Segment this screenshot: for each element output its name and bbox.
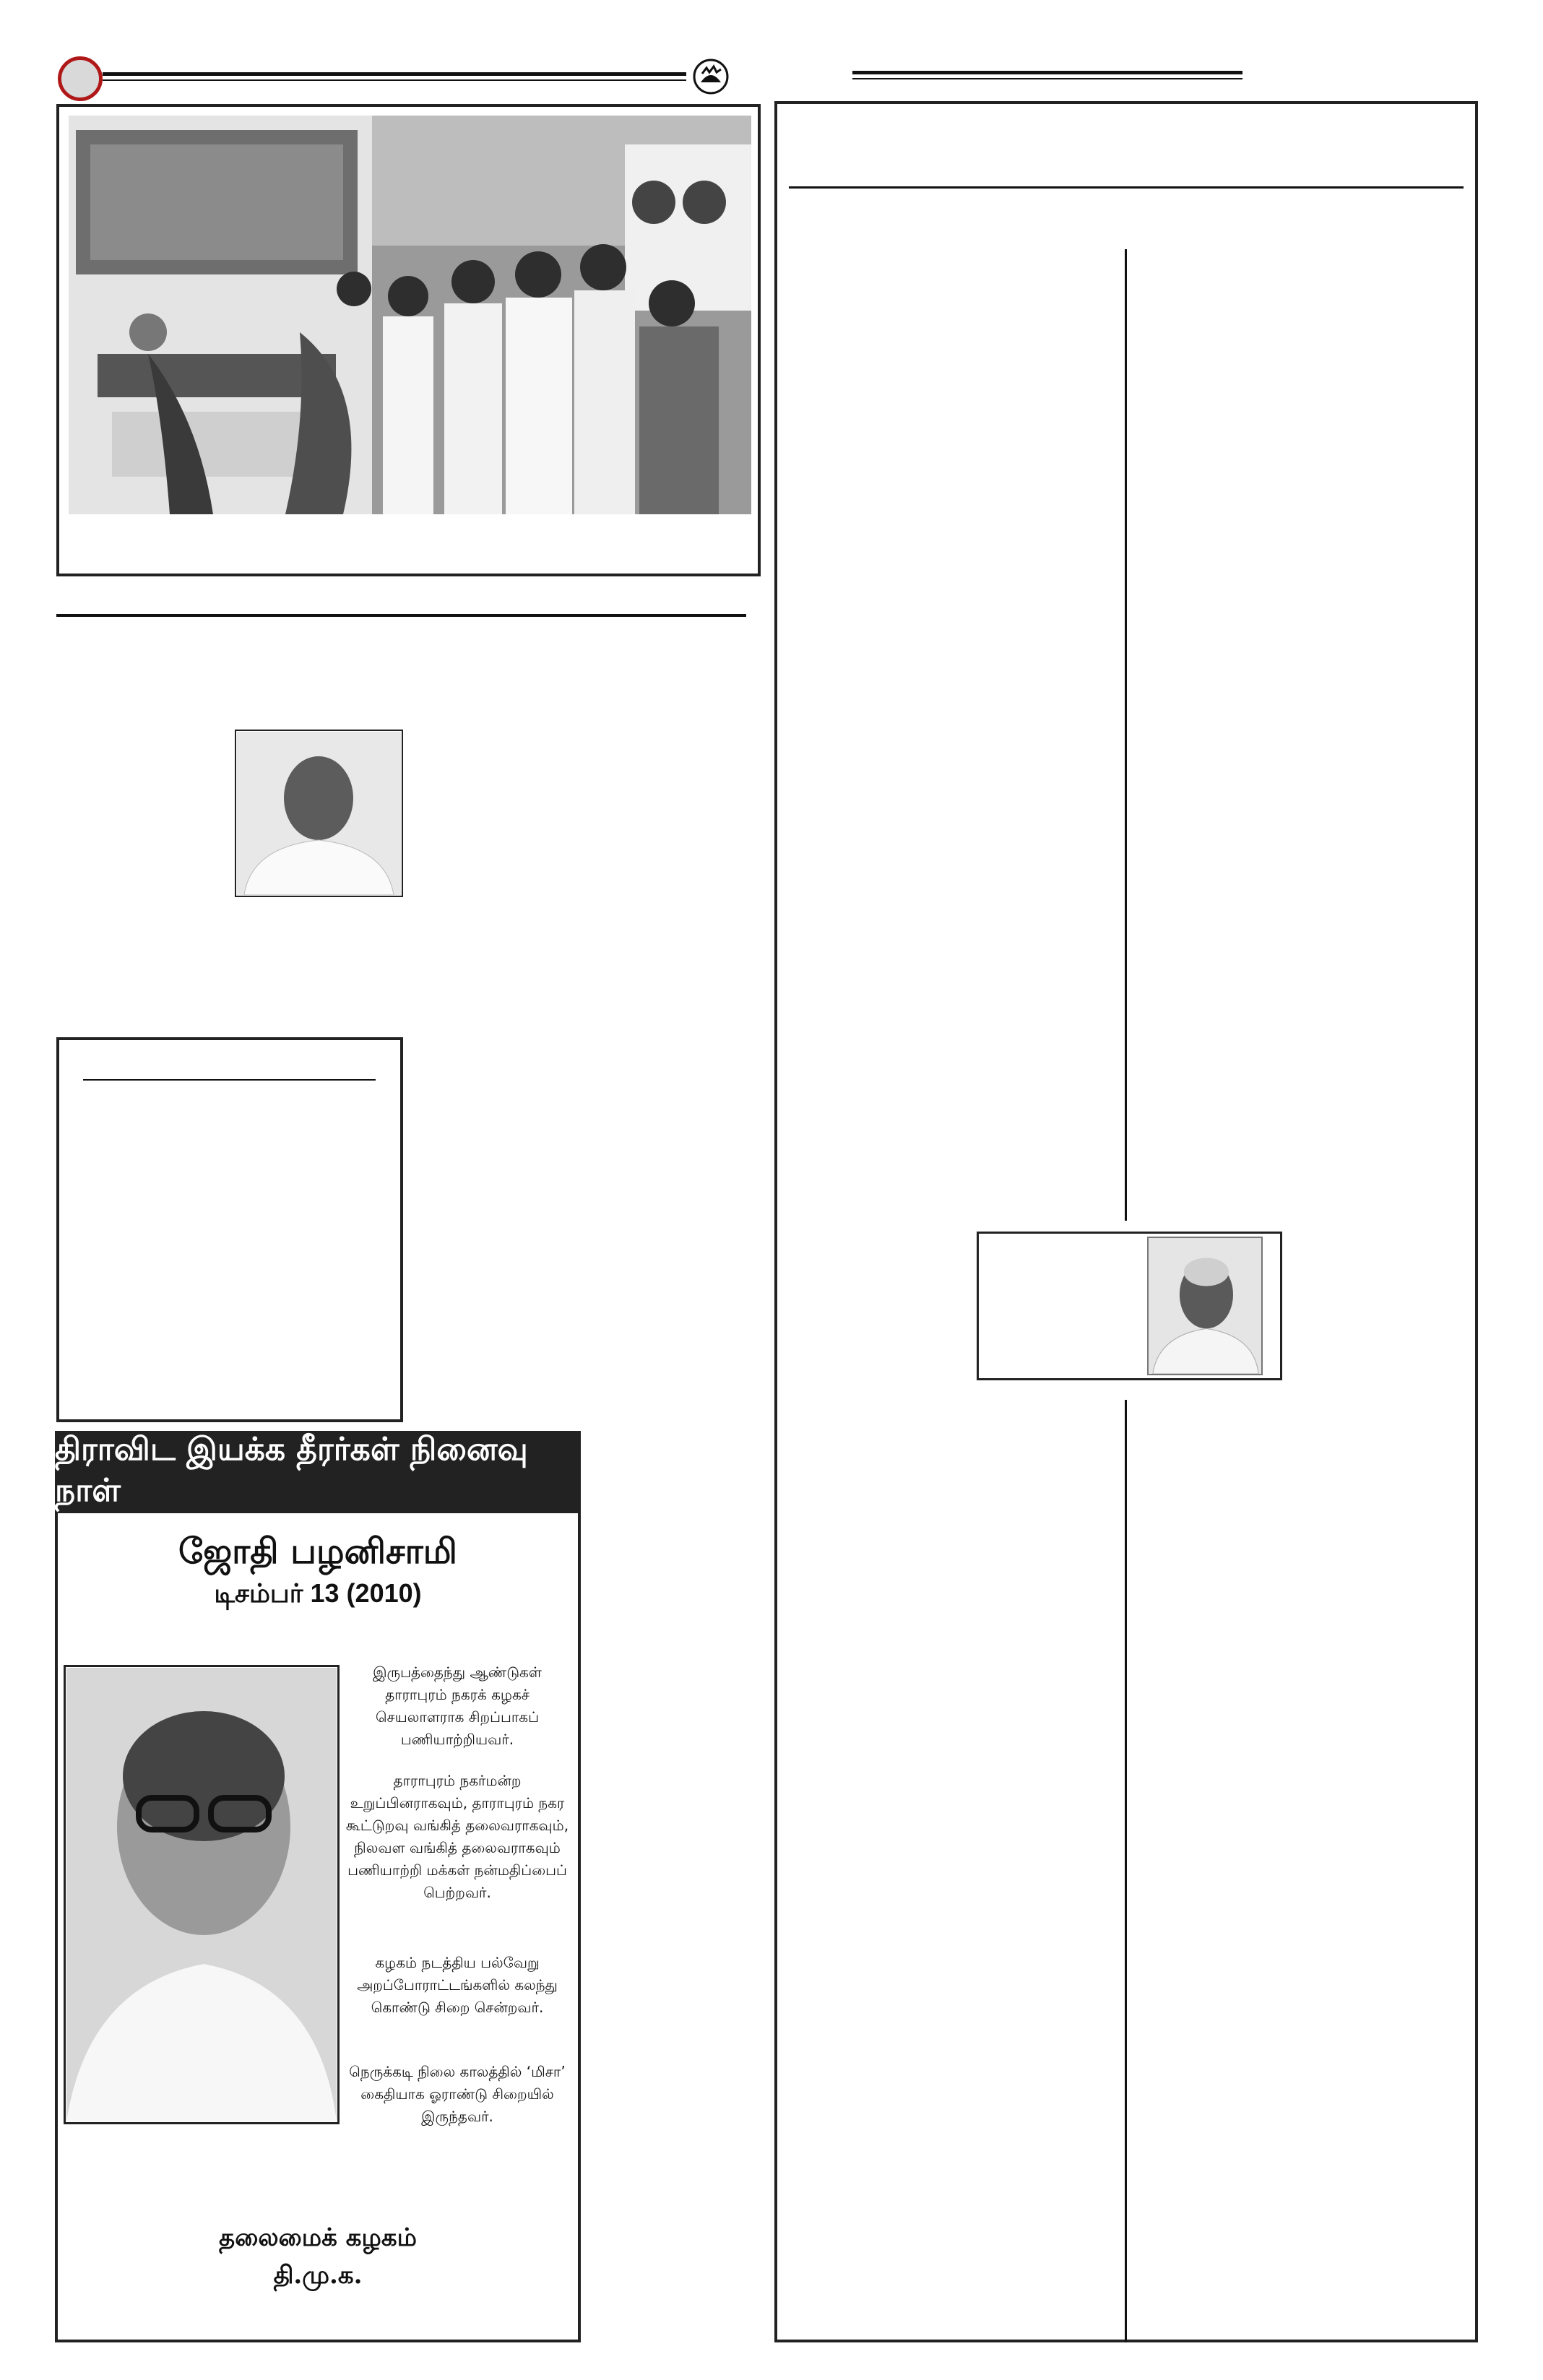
left-section-rule: [56, 614, 746, 617]
sidebar-box-rule: [83, 1079, 376, 1081]
memorial-banner: திராவிட இயக்க தீரர்கள் நினைவு நாள்: [55, 1431, 581, 1513]
memorial-paragraph-4: நெருக்கடி நிலை காலத்தில் ‘மிசா’ கைதியாக ஓராண்டு சிறையில் இருந்தவர்.: [349, 2063, 566, 2125]
page-badge-icon: [58, 56, 103, 101]
memorial-signature-line2: தி.மு.க.: [273, 2261, 363, 2290]
news-photo: [69, 116, 751, 514]
memorial-date: டிசம்பர் 13 (2010): [214, 1578, 422, 1608]
header-rule-top: [103, 72, 686, 76]
memorial-photo: [66, 1668, 337, 2121]
sidebar-box: [56, 1037, 403, 1422]
rising-sun-emblem-icon: [692, 58, 730, 95]
right-column-divider-lower: [1125, 1400, 1127, 2342]
header-rule-bottom: [103, 79, 686, 81]
inset-portrait-photo: [1147, 1237, 1263, 1375]
memorial-paragraph-1: இருபத்தைந்து ஆண்டுகள் தாராபுரம் நகரக் கழகச் செயலாளராக சிறப்பாகப் பணியாற்றியவர்.: [373, 1663, 542, 1748]
portrait-photo: [237, 732, 401, 895]
right-headline-rule: [789, 186, 1464, 189]
right-header-rule-top: [852, 71, 1242, 74]
memorial-paragraph-3: கழகம் நடத்திய பல்வேறு அறப்போராட்டங்களில் கலந்து கொண்டு சிறை சென்றவர்.: [357, 1954, 558, 2016]
right-column-divider-upper: [1125, 249, 1127, 1221]
memorial-signature-line1: தலைமைக் கழகம்: [219, 2223, 417, 2252]
memorial-name: ஜோதி பழனிசாமி: [178, 1531, 457, 1572]
memorial-paragraph-2: தாராபுரம் நகர்மன்ற உறுப்பினராகவும், தாராபுரம் நகர கூட்டுறவு வங்கித் தலைவராகவும், நிலவள வங்கித் தலைவராகவும் பணியாற்றி மக்கள் நன்மதிப்பைப் பெற்றவர்.: [345, 1772, 569, 1901]
right-header-rule-bottom: [852, 78, 1242, 79]
